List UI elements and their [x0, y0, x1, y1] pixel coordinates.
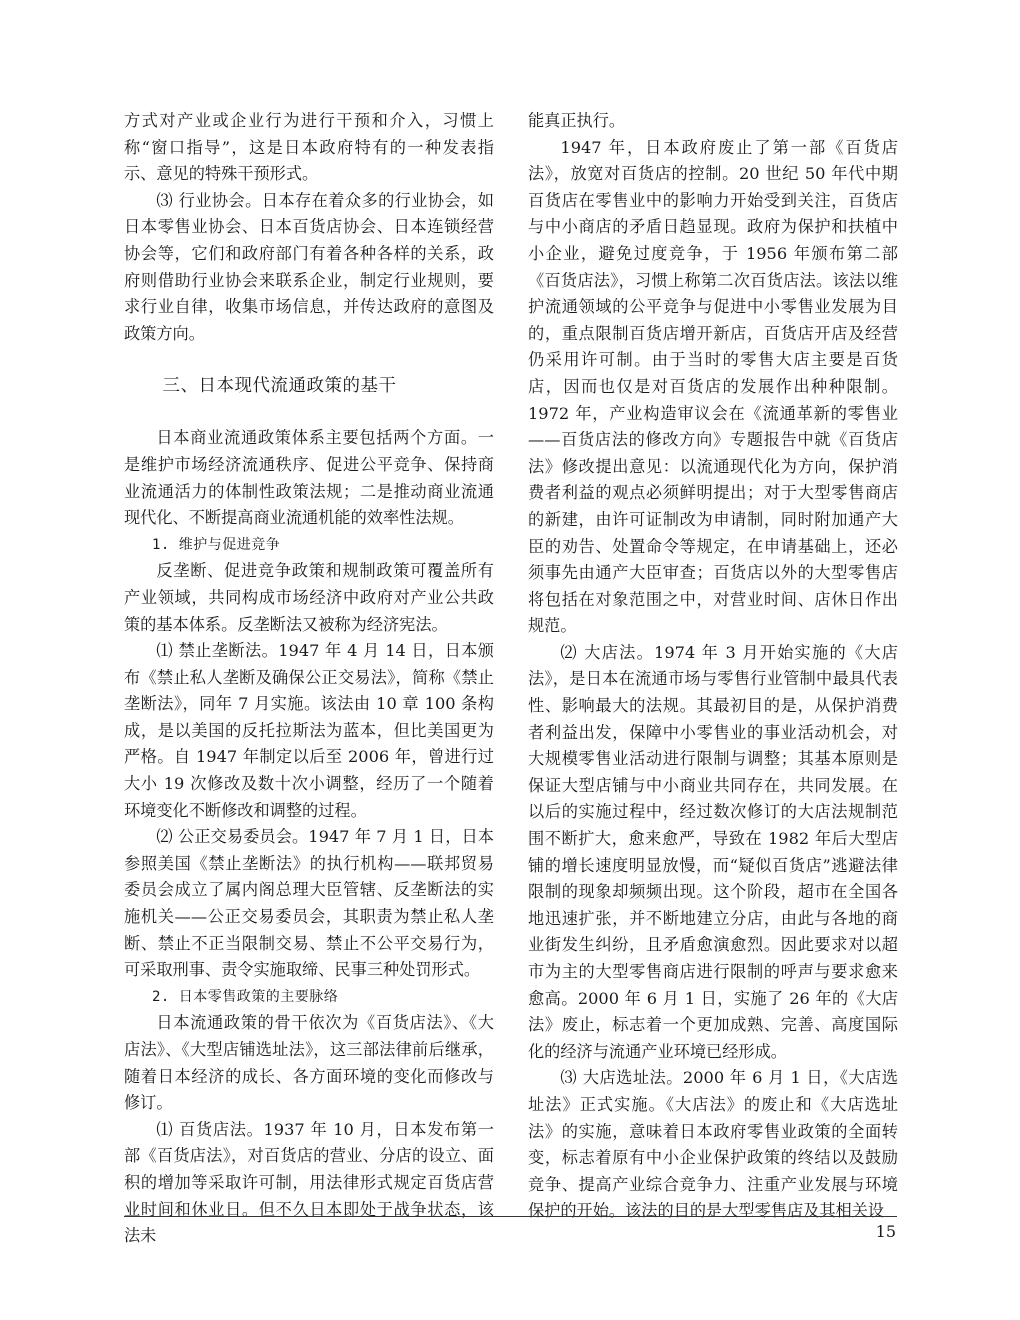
page-number: 15 [875, 1222, 896, 1241]
paragraph: 1947 年，日本政府废止了第一部《百货店法》，放宽对百货店的控制。20 世纪 50 年代中期百货店在零售业中的影响力开始受到关注，百货店与中小商店的矛盾日趋显现。政府为保护和扶植中小企业，避免过度竞争，于 1956 年颁布第二部《百货店法》，习惯上称第二次百货店法。该法以维护流通领域的公平竞争与促进中小零售业发展为目的，重点限制百货店增开新店，百货店开店及经营仍采用许可制。由于当时的零售大店主要是百货店，因而也仅是对百货店的发展作出种种限制。1972 年，产业构造审议会在《流通革新的零售业——百货店法的修改方向》专题报告中就《百货店法》修改提出意见：以流通现代化为方向，保护消费者利益的观点必须鲜明提出；对于大型零售商店的新建，由许可证制改为申请制，同时附加通产大臣的劝告、处置命令等规定，在申请基础上，还必须事先由通产大臣审查；百货店以外的大型零售店将包括在对象范围之中，对营业时间、店休日作出规范。 [528, 137, 898, 636]
paragraph: ⑴ 百货店法。1937 年 10 月，日本发布第一部《百货店法》，对百货店的营业、分店的设立、面积的增加等采取许可制，用法律形式规定百货店营业时间和休业日。但不久日本即处于战争状态，该法未 [124, 1119, 494, 1246]
paragraph: ⑶ 行业协会。日本存在着众多的行业协会，如日本零售业协会、日本百货店协会、日本连锁经营协会等，它们和政府部门有着各种各样的关系，政府则借助行业协会来联系企业，制定行业规则，要求行业自律，收集市场信息，并传达政府的意图及政策方向。 [124, 190, 494, 343]
paragraph: 日本商业流通政策体系主要包括两个方面。一是维护市场经济流通秩序、促进公平竞争、保持商业流通活力的体制性政策法规；二是推动商业流通现代化、不断提高商业流通机能的效率性法规。 [124, 428, 494, 528]
paragraph: 方式对产业或企业行为进行干预和介入，习惯上称“窗口指导”，这是日本政府特有的一种发表指示、意见的特殊干预形式。 [124, 111, 494, 184]
paragraph: ⑵ 大店法。1974 年 3 月开始实施的《大店法》，是日本在流通市场与零售行业管制中最具代表性、影响最大的法规。其最初目的是，从保护消费者利益出发，保障中小零售业的事业活动机会，对大规模零售业活动进行限制与调整；其基本原则是保证大型店铺与中小商业共同存在，共同发展。在以后的实施过程中，经过数次修订的大店法规制范围不断扩大，愈来愈严，导致在 1982 年后大型店铺的增长速度明显放慢，而“疑似百货店”逃避法律限制的现象却频频出现。这个阶段，超市在全国各地迅速扩张，并不断地建立分店，由此与各地的商业街发生纠纷，且矛盾愈演愈烈。因此要求对以超市为主的大型零售商店进行限制的呼声与要求愈来愈高。2000 年 6 月 1 日，实施了 26 年的《大店法》废止，标志着一个更加成熟、完善、高度国际化的经济与流通产业环境已经形成。 [528, 642, 898, 1061]
subsection-heading: 1. 维护与促进竞争 [152, 536, 281, 553]
paragraph: 反垄断、促进竞争政策和规制政策可覆盖所有产业领域，共同构成市场经济中政府对产业公共政策的基本体系。反垄断法又被称为经济宪法。 [124, 561, 494, 634]
paragraph: 能真正执行。 [528, 111, 626, 130]
paragraph: ⑴ 禁止垄断法。1947 年 4 月 14 日，日本颁布《禁止私人垄断及确保公正交易法》，简称《禁止垄断法》，同年 7 月实施。该法由 10 章 100 条构成，是以美国的反托拉斯法为蓝本，但比美国更为严格。自 1947 年制定以后至 2006 年，曾进行过大小 19 次修改及数十次小调整，经历了一个随着环境变化不断修改和调整的过程。 [124, 641, 494, 820]
section-heading: 三、日本现代流通政策的基干 [162, 376, 397, 397]
paragraph: 日本流通政策的骨干依次为《百货店法》、《大店法》、《大型店铺选址法》，这三部法律前后继承，随着日本经济的成长、各方面环境的变化而修改与修订。 [124, 1013, 494, 1113]
paragraph: ⑶ 大店选址法。2000 年 6 月 1 日，《大店选址法》正式实施。《大店法》的废止和《大店选址法》的实施，意味着日本政府零售业政策的全面转变，标志着原有中小企业保护政策的终结以及鼓励竞争、提高产业综合竞争力、注重产业发展与环境保护的开始。该法的目的是大型零售店及其相关设 [528, 1068, 898, 1221]
footer-divider [124, 1216, 897, 1217]
right-column [528, 108, 898, 1225]
left-column [124, 108, 494, 1250]
paragraph: ⑵ 公正交易委员会。1947 年 7 月 1 日，日本参照美国《禁止垄断法》的执行机构——联邦贸易委员会成立了属内阁总理大臣管辖、反垄断法的实施机关——公正交易委员会，其职责为禁止私人垄断、禁止不正当限制交易、禁止不公平交易行为，可采取刑事、责令实施取缔、民事三种处罚形式。 [124, 827, 494, 980]
subsection-heading: 2. 日本零售政策的主要脉络 [152, 988, 339, 1005]
